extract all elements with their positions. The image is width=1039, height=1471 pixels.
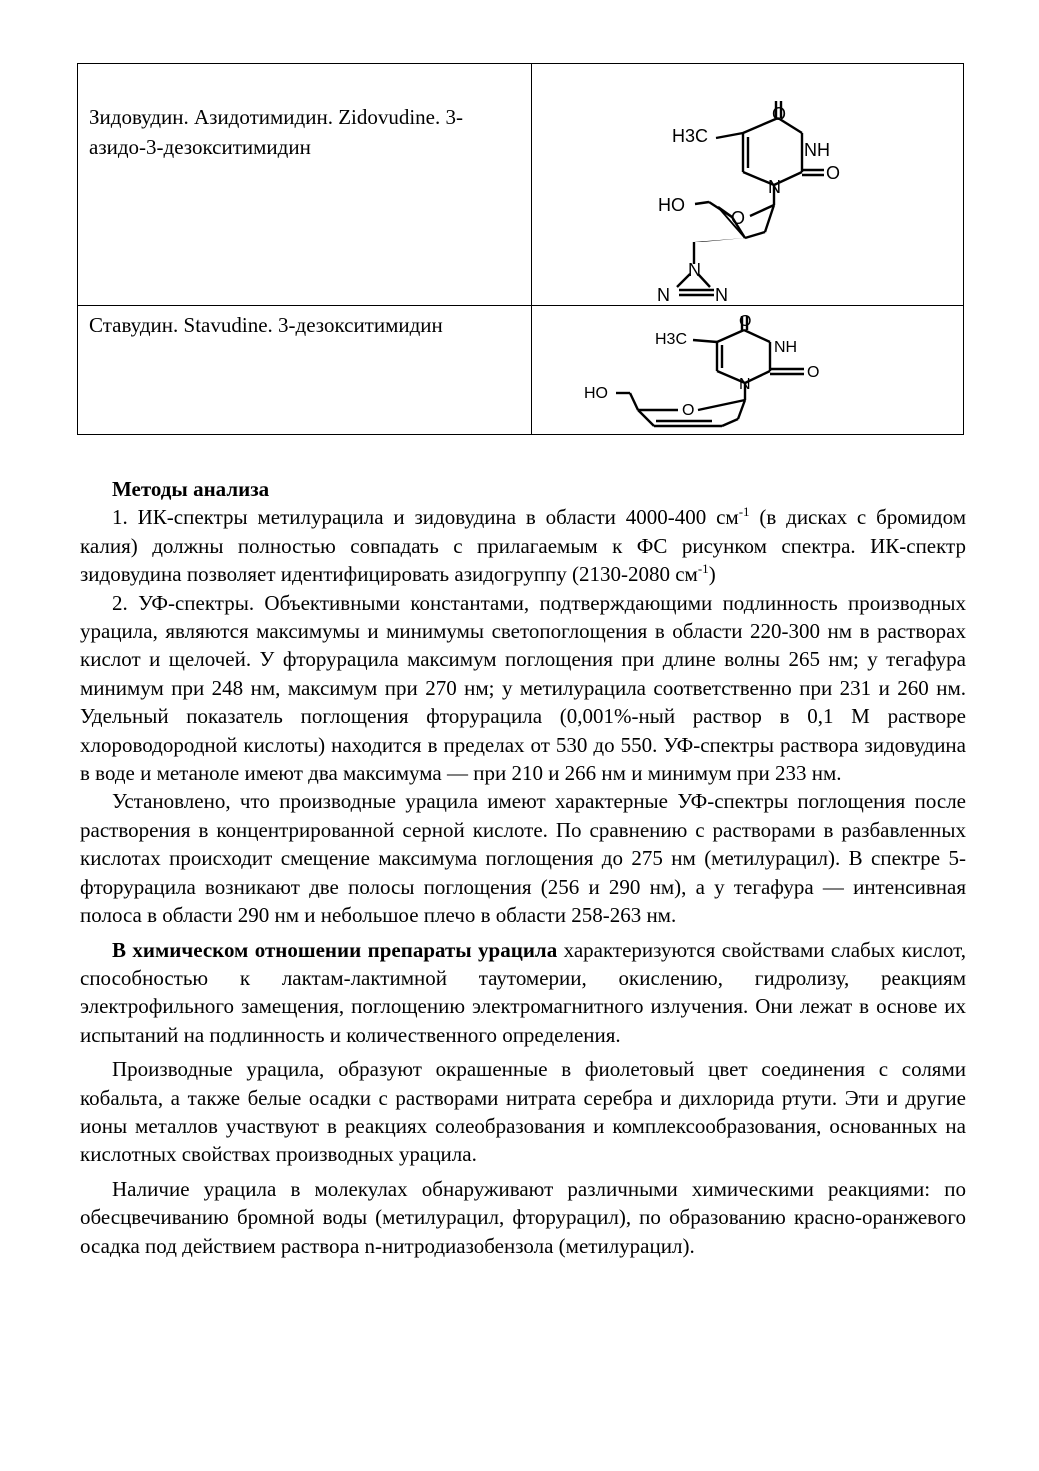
atom-n-ring: N xyxy=(739,376,751,393)
zidovudine-structure-icon xyxy=(532,64,964,306)
atom-nh: NH xyxy=(804,140,830,160)
paragraph-chemical: В химическом отношении препараты урацила характеризуются свойствами слабых кислот, способностью к лактам-лактимной таутомерии, окислению, гидролизу, реакциям электрофильного замещения, поглощению электромагнитного излучения. Они лежат в основе их испытаний на подлинность и количественного определения. xyxy=(80,937,967,1047)
atom-ch3: H3C xyxy=(672,126,709,146)
atom-o-right: O xyxy=(826,163,841,183)
compound-name-stavudine: Ставудин. Stavudine. 3-дезокситимидин xyxy=(78,306,532,435)
atom-o-right: O xyxy=(807,364,820,381)
atom-ho: HO xyxy=(584,385,608,402)
atom-ch3: H3C xyxy=(655,331,688,348)
compound-name-zidovudine: Зидовудин. Азидотимидин. Zidovudine. 3-азидо-3-дезокситимидин xyxy=(78,64,532,306)
table-row xyxy=(78,64,964,306)
compounds-table xyxy=(77,63,964,435)
stavudine-structure-icon xyxy=(532,306,964,435)
atom-o-sugar: O xyxy=(682,402,695,419)
atom-ho: HO xyxy=(658,195,685,215)
atom-n-ring: N xyxy=(768,177,781,197)
paragraph-uv: 2. УФ-спектры. Объективными константами, подтверждающими подлинность производных урацила, являются максимумы и минимумы светопоглощения в области 220-300 нм в растворах кислот и щелочей. У фторурацила максимум поглощения при длине волны 265 нм; у тегафура минимум при 248 нм, максимум при 270 нм; у метилурацила соответственно при 231 и 260 нм. Удельный показатель поглощения фторурацила (0,001%-ный раствор в 0,1 М растворе хлороводородной кислоты) находится в пределах от 530 до 550. УФ-спектры раствора зидовудина в воде и метаноле имеют два максимума — при 210 и 266 нм и минимум при 233 нм. xyxy=(80,590,966,786)
section-heading: Методы анализа xyxy=(112,477,270,501)
atom-nh: NH xyxy=(774,339,798,356)
paragraph-metals: Производные урацила, образуют окрашенные в фиолетовый цвет соединения с солями кобальта, а также белые осадки с растворами нитрата серебра и дихлорида ртути. Эти и другие ионы металлов участвуют в реакциях солеобразования и комплексообразования, основанных на кислотных свойствах производных урацила. xyxy=(80,1057,966,1167)
atom-o-sugar: O xyxy=(731,208,746,228)
paragraph-sulfuric: Установлено, что производные урацила имеют характерные УФ-спектры поглощения после растворения в концентрированной серной кислоте. По сравнению с растворами в разбавленных кислотах происходит смещение максимума поглощения до 275 нм (метилурацил). В спектре 5-фторурацила возникают две полосы поглощения (256 и 290 нм), а у тегафура — интенсивная полоса в области 290 нм и небольшое плечо в области 258-263 нм. xyxy=(80,789,966,928)
atom-n3: N xyxy=(715,285,728,305)
paragraph-ir: 1. ИК-спектры метилурацила и зидовудина в области 4000-400 $см^{-1}$ (в дисках с бромидом калия) должны полностью совпадать с прилагаемым к ФС рисунком спектра. ИК-спектр зидовудина позволяет идентифицировать азидогруппу (2130-2080 $см^{-1}$) xyxy=(80,504,966,587)
structure-stavudine xyxy=(532,306,964,435)
atom-o-top: O xyxy=(772,104,787,124)
table-row xyxy=(78,306,964,435)
body-text xyxy=(80,475,966,1260)
atom-n1: N xyxy=(688,260,701,280)
paragraph-reactions: Наличие урацила в молекулах обнаруживают различными химическими реакциями: по обесцвечиванию бромной воды (метилурацил, фторурацил), по образованию красно-оранжевого осадка под действием раствора n-нитродиазобензола (метилурацил). xyxy=(80,1176,966,1258)
atom-o-top: O xyxy=(739,313,752,330)
atom-n2: N xyxy=(657,285,670,305)
structure-zidovudine xyxy=(532,64,964,306)
